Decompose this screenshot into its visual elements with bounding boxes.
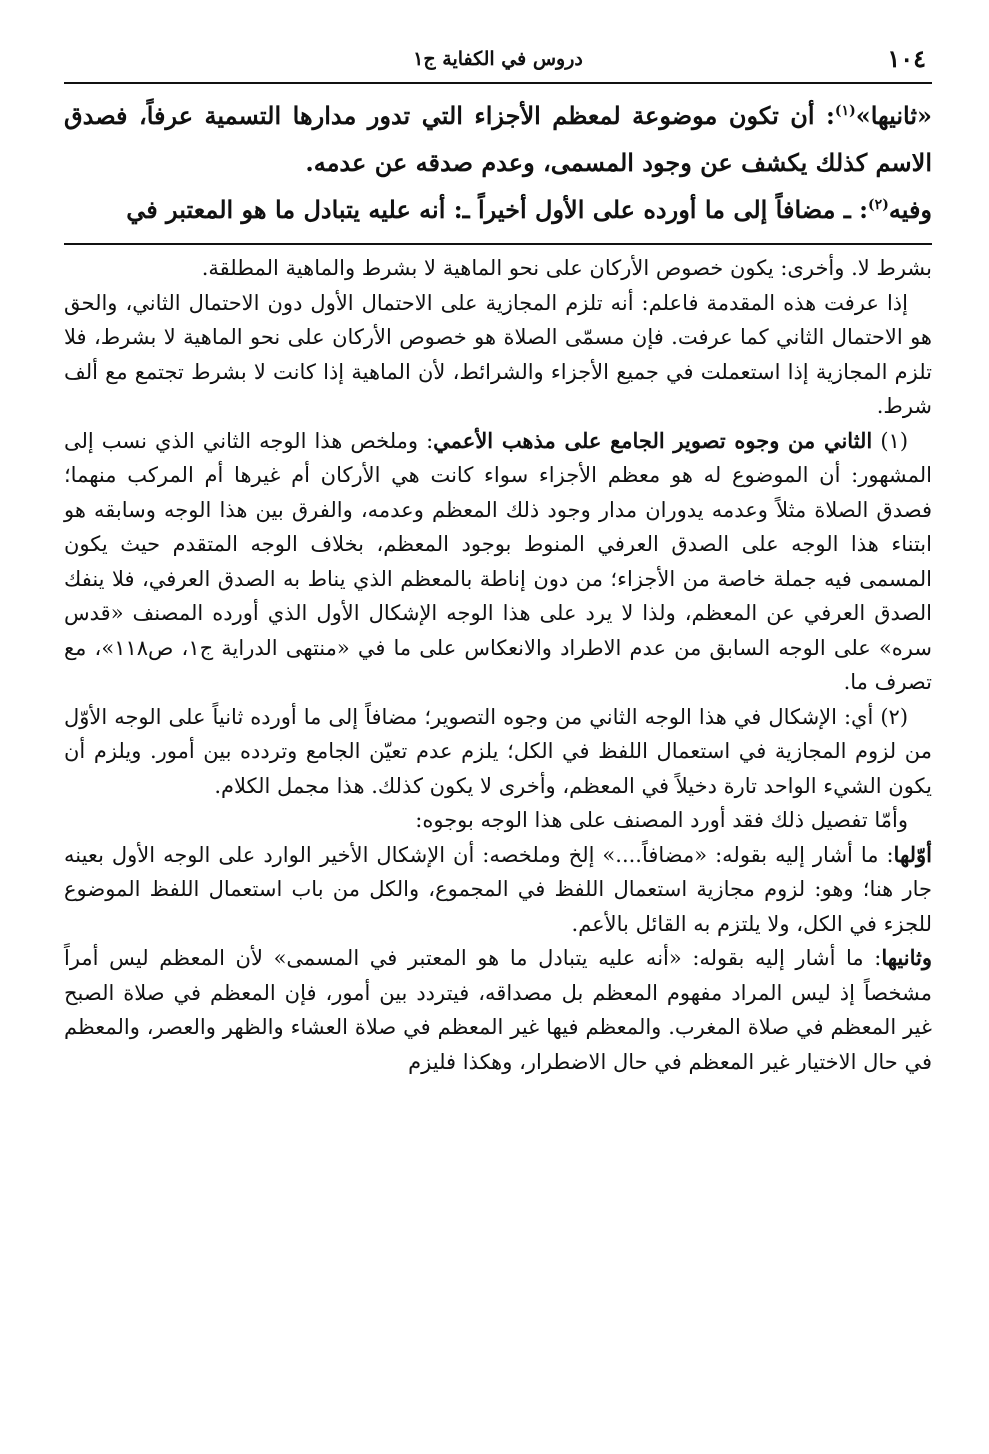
footnotes-section — [64, 251, 932, 1079]
book-page — [64, 40, 932, 1079]
footnote-continuation: بشرط لا. وأخرى: يكون خصوص الأركان على نحو الماهية لا بشرط والماهية المطلقة. — [201, 256, 932, 280]
main-text — [64, 92, 932, 233]
main-paragraph-2-lead: وفيه — [888, 195, 932, 224]
footnote-1 — [64, 424, 932, 700]
main-paragraph-1-text: : أن تكون موضوعة لمعظم الأجزاء التي تدور مدارها التسمية عرفاً، فصدق الاسم كذلك يكشف عن وجود المسمى، وعدم صدقه عن عدمه. — [64, 101, 932, 177]
footnote-conclusion: إذا عرفت هذه المقدمة فاعلم: أنه تلزم المجازية على الاحتمال الأول دون الاحتمال الثاني، والحق هو الاحتمال الثاني كما عرفت. فإن مسمّى الصلاة هو خصوص الأركان على نحو الماهية لا بشرط، فلا تلزم المجازية إذا استعملت في جميع الأجزاء والشرائط، لأن الماهية إذا كانت لا بشرط تجتمع مع ألف شرط. — [64, 290, 932, 418]
footnote-marker-2: (٢) — [868, 197, 889, 213]
second-point-label: وثانيها — [881, 945, 932, 970]
footnote-2-text: أي: الإشكال في هذا الوجه الثاني من وجوه التصوير؛ مضافاً إلى ما أورده ثانياً على الوجه الأوّل من لزوم المجازية في استعمال اللفظ في الكل؛ يلزم عدم تعيّن الجامع وتردده بين أمور. ويلزم أن يكون الشيء الواحد تارة دخيلاً في المعظم، وأخرى لا يكون كذلك. هذا مجمل الكلام. — [64, 704, 932, 798]
running-title: دروس في الكفاية ج١ — [413, 48, 583, 70]
main-paragraph-2-text: : ـ مضافاً إلى ما أورده على الأول أخيراً ـ: أنه عليه يتبادل ما هو المعتبر في — [126, 195, 869, 224]
second-point-text: : ما أشار إليه بقوله: «أنه عليه يتبادل ما هو المعتبر في المسمى» لأن المعظم ليس أمراً مشخصاً إذ ليس المراد مفهوم المعظم بل مصداقه، فيتردد بين أمور، فإن المعظم في صلاة الصبح غير المعظم في صلاة المغرب. والمعظم فيها غير المعظم في صلاة العشاء والظهر والعصر، والمعظم في حال الاختيار غير المعظم في حال الاضطرار، وهكذا فليزم — [64, 946, 932, 1074]
main-paragraph-2 — [64, 186, 932, 233]
footnote-second-point — [64, 941, 932, 1079]
first-point-text: : ما أشار إليه بقوله: «مضافاً....» إلخ وملخصه: أن الإشكال الأخير الوارد على الوجه الأول بعينه جار هنا؛ وهو: لزوم مجازية استعمال اللفظ في المجموع، والكل من باب استعمال اللفظ الموضوع للجزء في الكل، ولا يلتزم به القائل بالأعم. — [64, 842, 932, 936]
page-number: ١٠٤ — [887, 44, 926, 73]
footnote-1-text: : وملخص هذا الوجه الثاني الذي نسب إلى المشهور: أن الموضوع له هو معظم الأجزاء سواء كانت هي الأركان أم غيرها أم المركب منهما؛ فصدق الصلاة مثلاً وعدمه يدوران مدار وجود ذلك المعظم وعدمه، والفرق بين هذا الوجه وسابقه هو ابتناء هذا الوجه على الصدق العرفي المنوط بوجود المعظم، بخلاف الوجه المتقدم حيث يكون المسمى فيه جملة خاصة من الأجزاء؛ من دون إناطة بالمعظم الذي يناط به الصدق العرفي، فلا ينفك الصدق العرفي عن المعظم، ولذا لا يرد على هذا الوجه الإشكال الأول الذي أورده المصنف «قدس سره» على الوجه السابق من عدم الاطراد والانعكاس على ما في «منتهى الدراية ج١، ص١١٨»، مع تصرف ما. — [64, 428, 932, 694]
first-point-label: أوّلها — [893, 841, 932, 867]
footnote-first-point — [64, 838, 932, 942]
main-paragraph-1-lead: «ثانيها» — [855, 101, 932, 130]
footnote-1-heading: الثاني من وجوه تصوير الجامع على مذهب الأعمي — [433, 427, 873, 453]
footnote-1-number: (١) — [880, 428, 909, 453]
footnote-detail-intro: وأمّا تفصيل ذلك فقد أورد المصنف على هذا الوجه بوجوه: — [415, 808, 908, 832]
page-header — [64, 40, 932, 84]
main-paragraph-1 — [64, 92, 932, 186]
footnote-divider — [64, 243, 932, 245]
footnote-2 — [64, 700, 932, 804]
footnote-marker-1: (١) — [834, 103, 856, 119]
footnote-2-number: (٢) — [880, 704, 909, 729]
